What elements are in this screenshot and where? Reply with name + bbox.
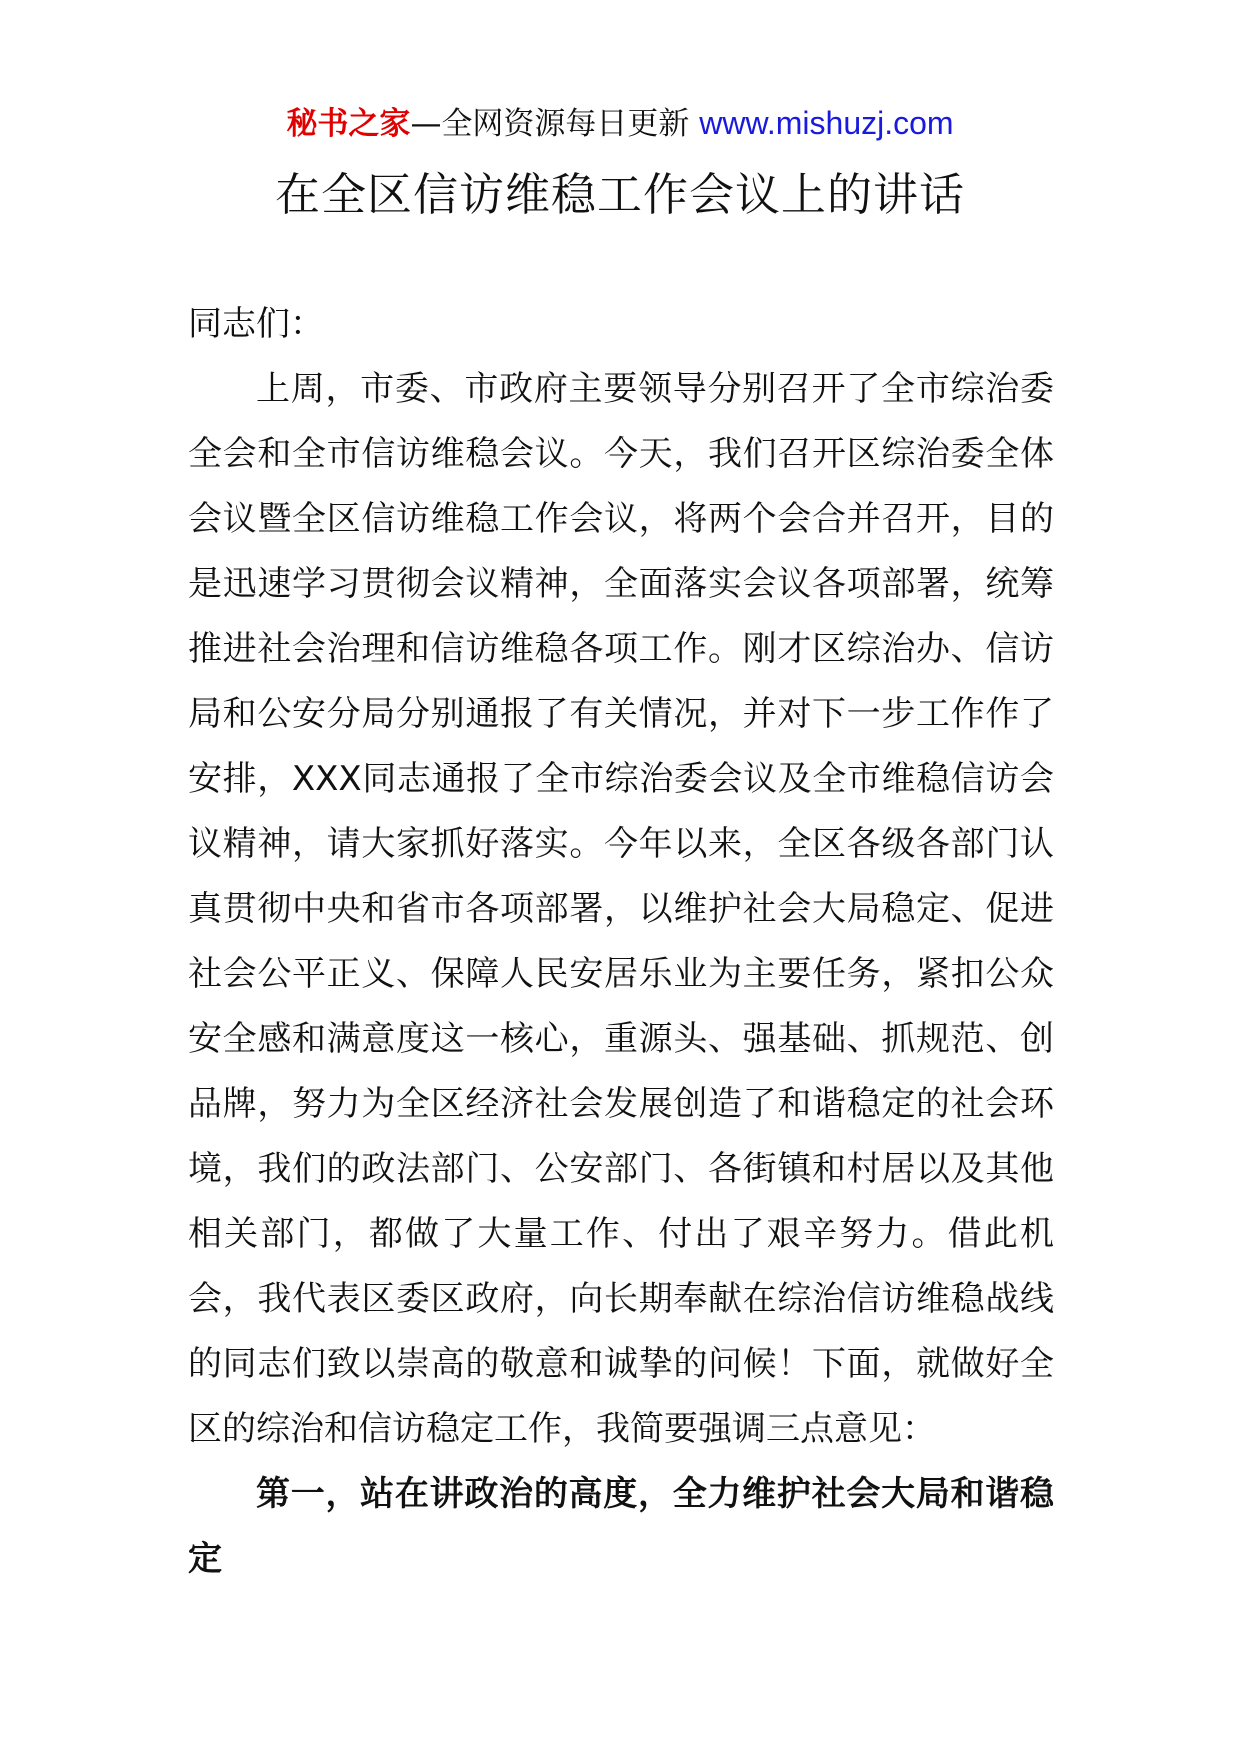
site-url-link[interactable]: www.mishuzj.com (699, 105, 954, 141)
section-heading: 第一，站在讲政治的高度，全力维护社会大局和谐稳定 (188, 1474, 1054, 1579)
salutation: 同志们： (188, 304, 324, 344)
site-tagline: —全网资源每日更新 (410, 106, 690, 142)
site-brand: 秘书之家 (286, 106, 411, 142)
document-title: 在全区信访维稳工作会议上的讲话 (274, 168, 965, 221)
document-body (188, 292, 1054, 1592)
body-paragraph: 上周，市委、市政府主要领导分别召开了全市综治委全会和全市信访维稳会议。今天，我们召开区综治委全体会议暨全区信访维稳工作会议，将两个会合并召开，目的是迅速学习贯彻会议精神，全面落实会议各项部署，统筹推进社会治理和信访维稳各项工作。刚才区综治办、信访局和公安分局分别通报了有关情况，并对下一步工作作了安排，XXX同志通报了全市综治委会议及全市维稳信访会议精神，请大家抓好落实。今年以来，全区各级各部门认真贯彻中央和省市各项部署，以维护社会大局稳定、促进社会公平正义、保障人民安居乐业为主要任务，紧扣公众安全感和满意度这一核心，重源头、强基础、抓规范、创品牌，努力为全区经济社会发展创造了和谐稳定的社会环境，我们的政法部门、公安部门、各街镇和村居以及其他相关部门，都做了大量工作、付出了艰辛努力。借此机会，我代表区委区政府，向长期奉献在综治信访维稳战线的同志们致以崇高的敬意和诚挚的问候！下面，就做好全区的综治和信访稳定工作，我简要强调三点意见： (188, 369, 1054, 1449)
site-header (0, 98, 1240, 149)
